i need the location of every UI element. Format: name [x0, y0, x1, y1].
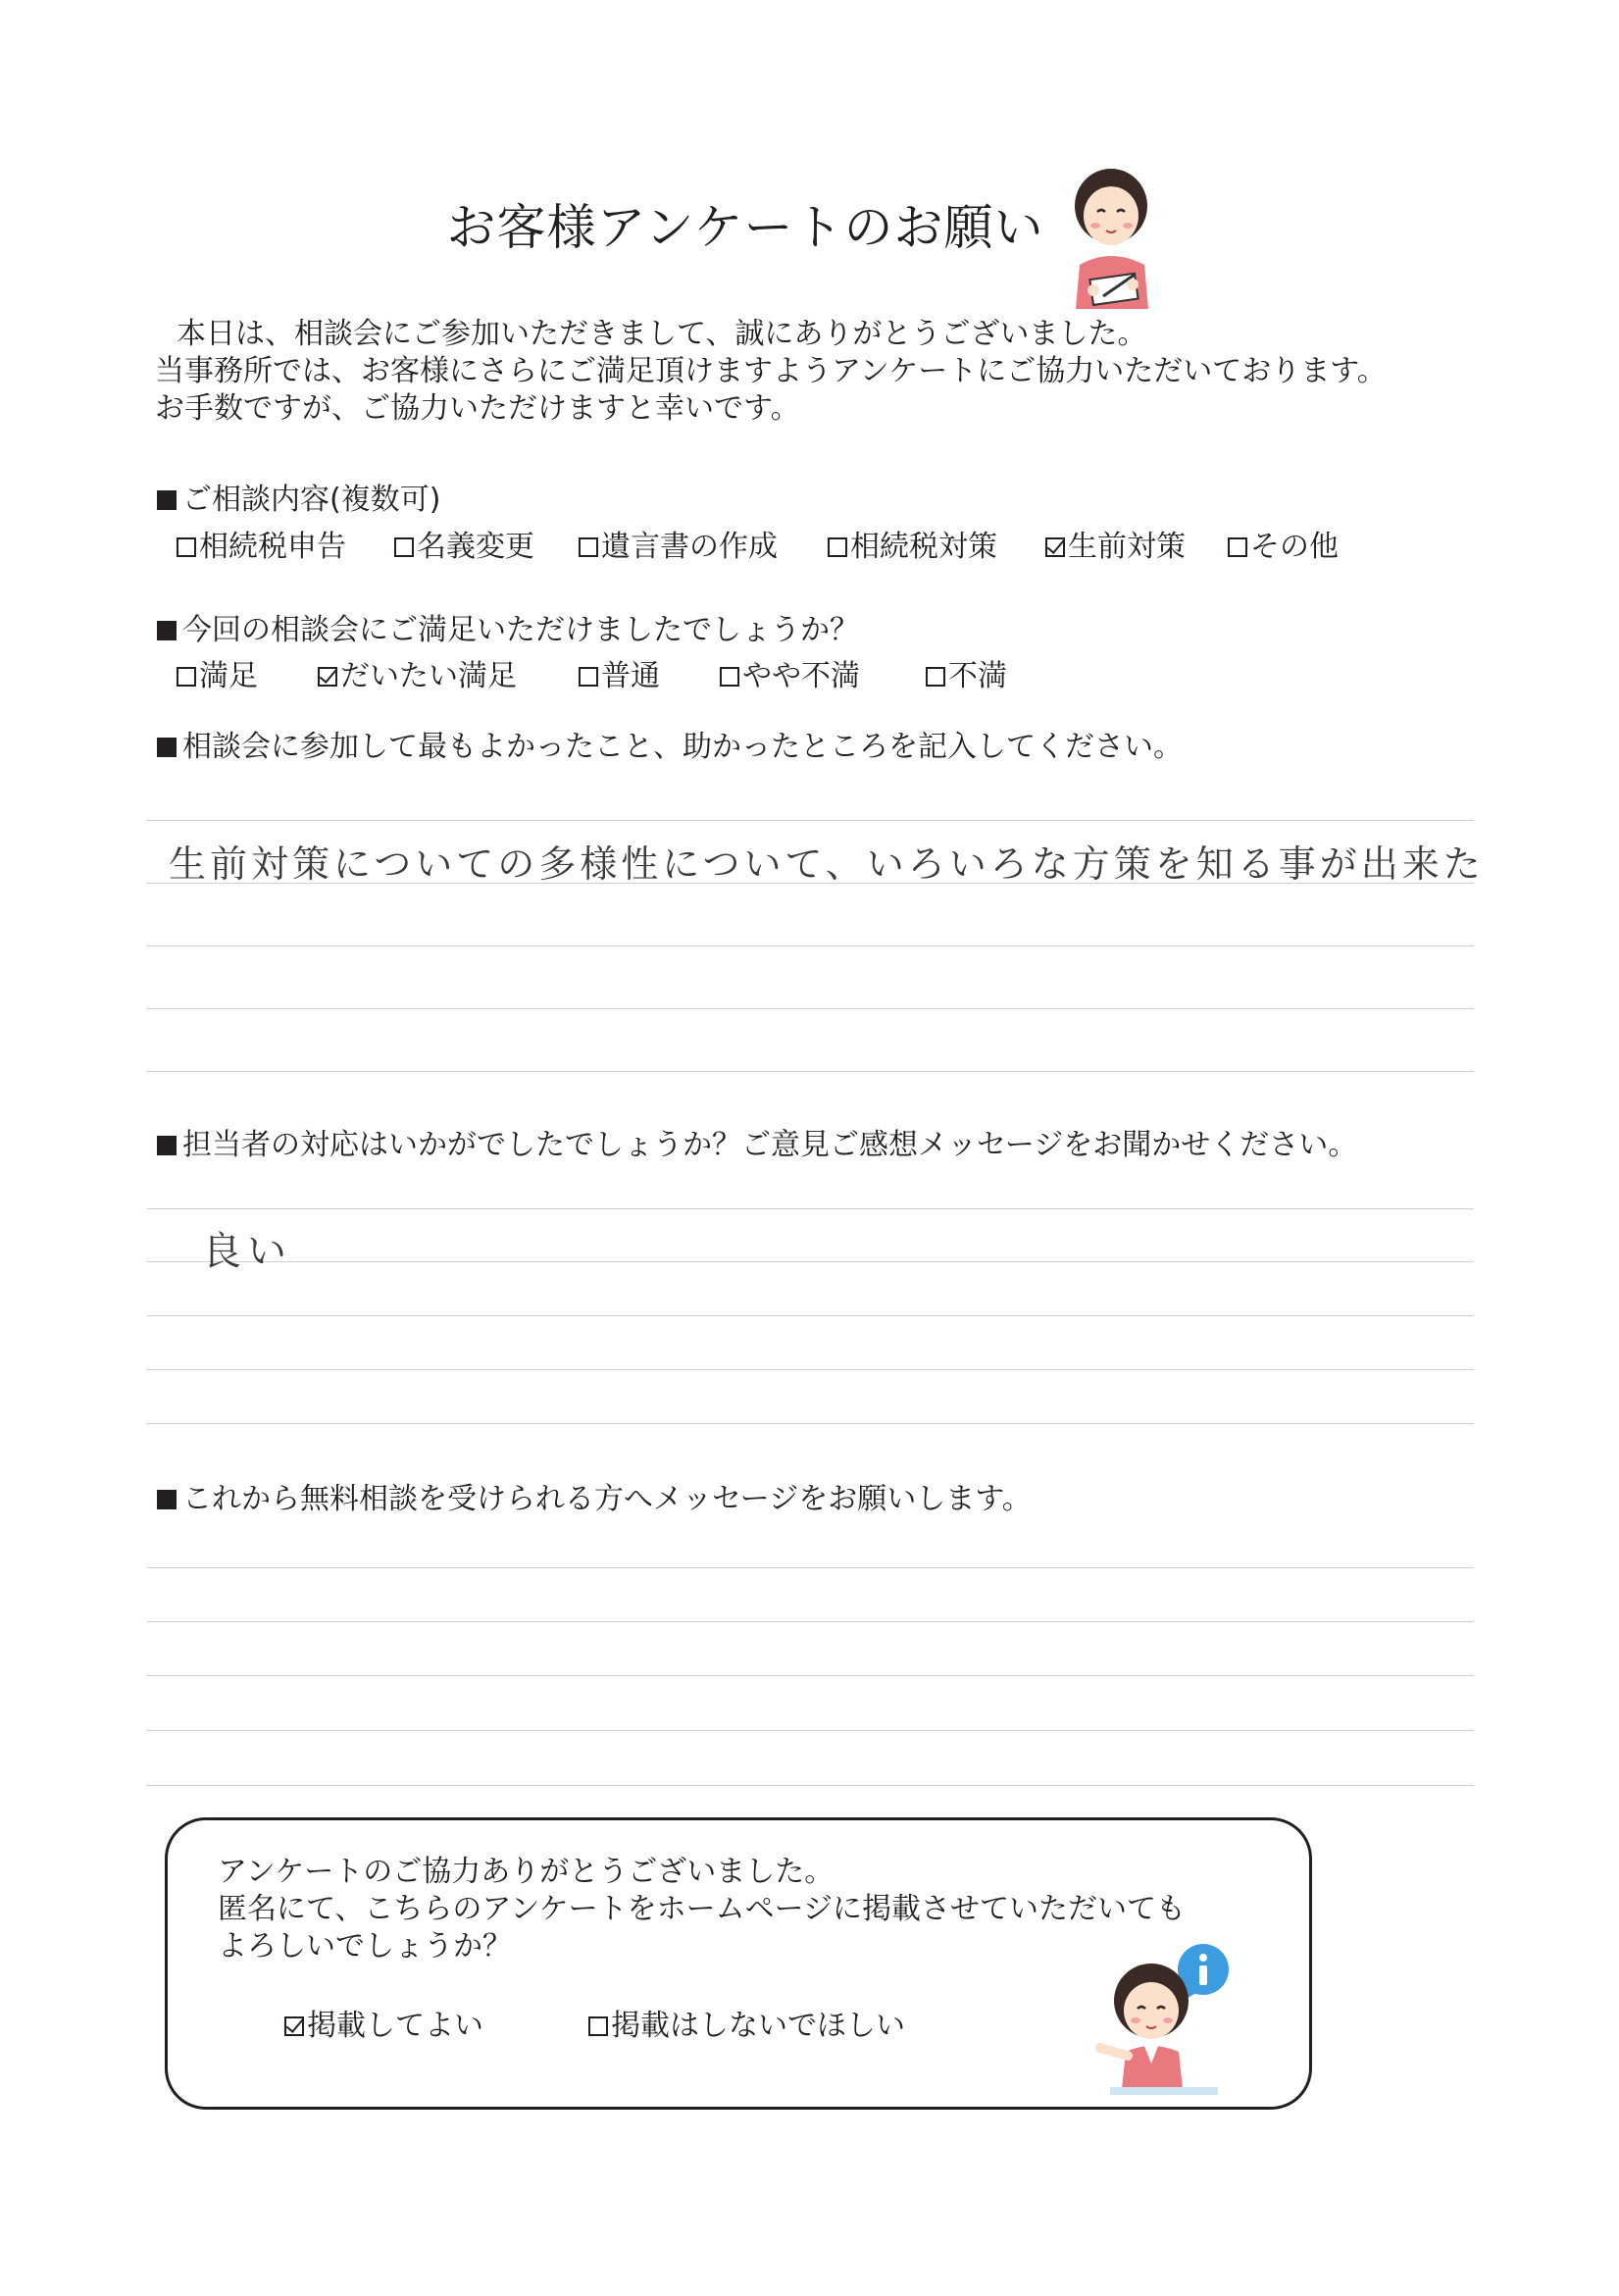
handwritten-answer-staff[interactable]: 良い: [202, 1229, 292, 1274]
option-somewhat-dissatisfied[interactable]: やや不満: [720, 651, 860, 694]
answer-line: [147, 1730, 1474, 1731]
intro-line: 当事務所では、お客様にさらにご満足頂けますようアンケートにご協力いただいております。: [155, 354, 1387, 388]
answer-line: [147, 945, 1474, 946]
consent-line: よろしいでしょうか？: [218, 1929, 512, 1964]
checkbox[interactable]: [1228, 537, 1247, 557]
answer-line: [147, 820, 1474, 821]
answer-line: [147, 1785, 1474, 1786]
answer-line: [147, 1208, 1474, 1209]
checkbox-checked[interactable]: [284, 2016, 304, 2036]
consent-line: 匿名にて、こちらのアンケートをホームページに掲載させていただいても: [218, 1892, 1186, 1926]
woman-writing-icon: [1064, 167, 1162, 309]
question-staff-response: 担当者の対応はいかがでしたでしょうか？ご意見ご感想メッセージをお聞かせください。: [157, 1120, 1357, 1163]
option-satisfied[interactable]: 満足: [177, 651, 258, 694]
answer-line: [147, 1423, 1474, 1424]
checkbox[interactable]: [828, 537, 847, 557]
square-bullet-icon: [157, 490, 177, 510]
option-dissatisfied[interactable]: 不満: [926, 651, 1007, 694]
square-bullet-icon: [157, 738, 177, 757]
checkbox[interactable]: [926, 667, 945, 687]
intro-text: [155, 316, 1387, 428]
option-publish-no[interactable]: 掲載はしないでほしい: [588, 2001, 905, 2044]
consent-line: アンケートのご協力ありがとうございました。: [218, 1855, 835, 1889]
checkbox[interactable]: [177, 537, 196, 557]
option-name-change[interactable]: 名義変更: [394, 522, 534, 565]
page-title: お客様アンケートのお願い: [446, 199, 1044, 256]
option-inheritance-tax-planning[interactable]: 相続税対策: [828, 522, 997, 565]
option-other[interactable]: その他: [1228, 522, 1339, 565]
answer-line: [147, 1567, 1474, 1568]
woman-info-icon: [1071, 1942, 1238, 2099]
answer-line: [147, 1621, 1474, 1622]
square-bullet-icon: [157, 1490, 177, 1509]
answer-line: [147, 1008, 1474, 1009]
checkbox[interactable]: [720, 667, 739, 687]
checkbox[interactable]: [579, 537, 598, 557]
answer-line: [147, 1315, 1474, 1316]
option-mostly-satisfied[interactable]: だいたい満足: [318, 651, 517, 694]
answer-line: [147, 1071, 1474, 1072]
checkbox-checked[interactable]: [318, 667, 337, 687]
handwritten-answer-best-part[interactable]: 生前対策についての多様性について、いろいろな方策を知る事が出来た: [169, 842, 1485, 886]
checkbox[interactable]: [579, 667, 598, 687]
question-satisfaction: 今回の相談会にご満足いただけましたでしょうか？: [157, 605, 859, 648]
question-message-to-others: これから無料相談を受けられる方へメッセージをお願いします。: [157, 1474, 1032, 1517]
answer-line: [147, 1675, 1474, 1676]
question-best-part: 相談会に参加して最もよかったこと、助かったところを記入してください。: [157, 722, 1183, 765]
question-consultation-type: ご相談内容(複数可): [157, 475, 440, 518]
option-pre-death-planning[interactable]: 生前対策: [1045, 522, 1186, 565]
square-bullet-icon: [157, 1136, 177, 1155]
intro-line: 本日は、相談会にご参加いただきまして、誠にありがとうございました。: [177, 317, 1147, 351]
checkbox[interactable]: [394, 537, 414, 557]
square-bullet-icon: [157, 621, 177, 640]
answer-line: [147, 1261, 1474, 1262]
checkbox[interactable]: [177, 667, 196, 687]
checkbox[interactable]: [588, 2016, 608, 2036]
option-average[interactable]: 普通: [579, 651, 660, 694]
consent-text: [218, 1854, 1186, 1965]
option-will-creation[interactable]: 遺言書の作成: [579, 522, 778, 565]
answer-line: [147, 1369, 1474, 1370]
option-inheritance-tax-filing[interactable]: 相続税申告: [177, 522, 346, 565]
option-publish-ok[interactable]: 掲載してよい: [284, 2001, 483, 2044]
checkbox-checked[interactable]: [1045, 537, 1065, 557]
intro-line: お手数ですが、ご協力いただけますと幸いです。: [155, 391, 800, 426]
